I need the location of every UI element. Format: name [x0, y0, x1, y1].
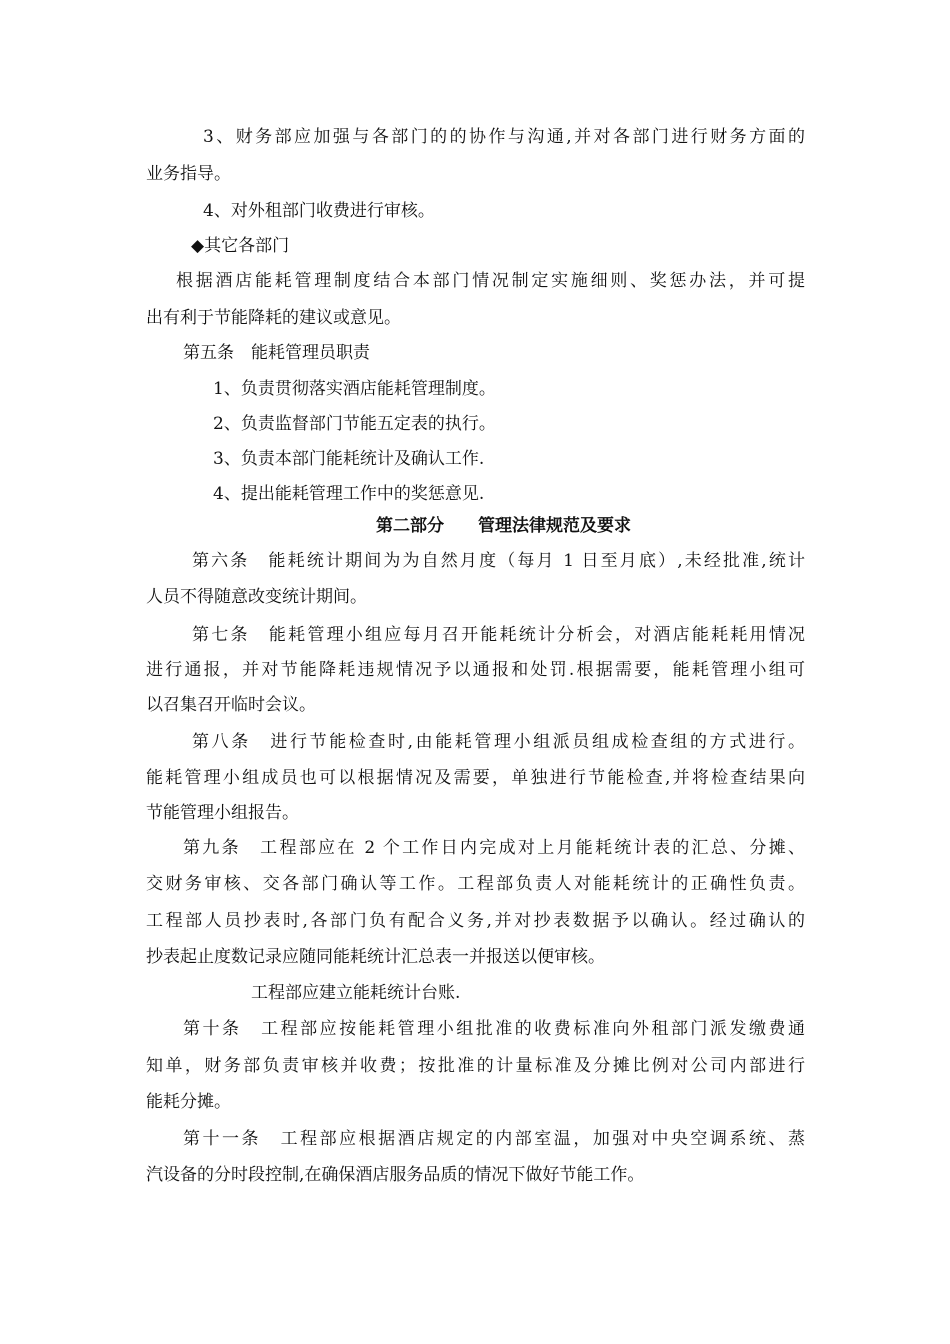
article-6-line1: 第六条 能耗统计期间为为自然月度（每月 1 日至月底）,未经批准,统计 — [192, 551, 805, 571]
article-6-line2: 人员不得随意改变统计期间。 — [146, 587, 367, 607]
article-9-line3: 工程部人员抄表时,各部门负有配合义务,并对抄表数据予以确认。经过确认的 — [146, 911, 805, 931]
article-7-line2: 进行通报，并对节能降耗违规情况予以通报和处罚.根据需要，能耗管理小组可 — [146, 660, 805, 680]
article-5-item-4: 4、提出能耗管理工作中的奖惩意见. — [213, 484, 485, 504]
article-10-line2: 知单，财务部负责审核并收费；按批准的计量标准及分摊比例对公司内部进行 — [146, 1056, 805, 1076]
article-9-line4: 抄表起止度数记录应随同能耗统计汇总表一并报送以便审核。 — [146, 947, 605, 967]
para-finance-3-line2: 业务指导。 — [146, 164, 231, 184]
article-10-line1: 第十条 工程部应按能耗管理小组批准的收费标准向外租部门派发缴费通 — [183, 1019, 805, 1039]
article-9-line2: 交财务审核、交各部门确认等工作。工程部负责人对能耗统计的正确性负责。 — [146, 874, 805, 894]
article-8-line2: 能耗管理小组成员也可以根据情况及需要，单独进行节能检查,并将检查结果向 — [146, 768, 805, 788]
article-5-item-2: 2、负责监督部门节能五定表的执行。 — [213, 414, 496, 434]
article-11-line1: 第十一条 工程部应根据酒店规定的内部室温，加强对中央空调系统、蒸 — [183, 1129, 805, 1149]
article-8-line1: 第八条 进行节能检查时,由能耗管理小组派员组成检查组的方式进行。 — [192, 732, 805, 752]
article-9-line1: 第九条 工程部应在 2 个工作日内完成对上月能耗统计表的汇总、分摊、 — [183, 838, 805, 858]
article-5-item-3: 3、负责本部门能耗统计及确认工作. — [213, 449, 485, 469]
article-8-line3: 节能管理小组报告。 — [146, 803, 299, 823]
article-11-line2: 汽设备的分时段控制,在确保酒店服务品质的情况下做好节能工作。 — [146, 1165, 645, 1185]
para-other-line1: 根据酒店能耗管理制度结合本部门情况制定实施细则、奖惩办法，并可提 — [176, 271, 805, 291]
article-7-line3: 以召集召开临时会议。 — [146, 695, 316, 715]
article-5-heading: 第五条 能耗管理员职责 — [183, 343, 370, 363]
article-5-item-1: 1、负责贯彻落实酒店能耗管理制度。 — [213, 379, 496, 399]
para-other-line2: 出有利于节能降耗的建议或意见。 — [146, 308, 401, 328]
article-10-line3: 能耗分摊。 — [146, 1092, 231, 1112]
para-finance-3-line1: 3、财务部应加强与各部门的的协作与沟通,并对各部门进行财务方面的 — [203, 127, 805, 147]
subheading-other-departments: ◆其它各部门 — [191, 236, 290, 256]
part-2-heading: 第二部分 管理法律规范及要求 — [376, 516, 631, 536]
article-7-line1: 第七条 能耗管理小组应每月召开能耗统计分析会，对酒店能耗耗用情况 — [192, 625, 805, 645]
para-finance-4: 4、对外租部门收费进行审核。 — [203, 201, 435, 221]
article-9-ledger-note: 工程部应建立能耗统计台账. — [251, 983, 461, 1003]
